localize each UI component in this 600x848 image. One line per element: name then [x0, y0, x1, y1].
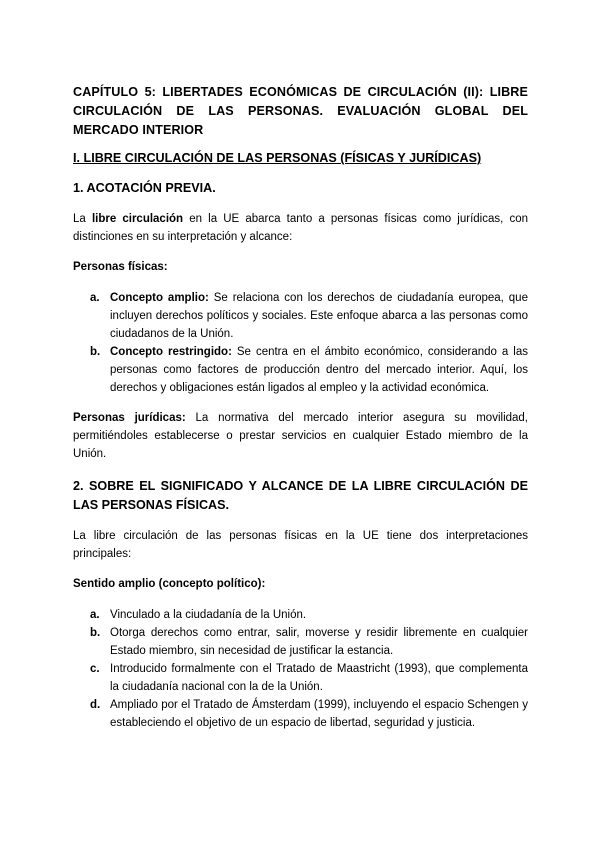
list-letter: d.	[90, 699, 101, 711]
list-item	[73, 606, 528, 624]
list-term: Concepto amplio:	[110, 292, 209, 304]
list-item	[73, 696, 528, 732]
document-page	[73, 83, 528, 744]
list-text: Se relaciona con los derechos de ciudadanía europea, que incluyen derechos políticos y sociales. Este enfoque abarca a las personas como ciudadanos de la Unión.	[110, 292, 528, 340]
juridicas-term: Personas jurídicas:	[73, 412, 186, 424]
chapter-title: CAPÍTULO 5: LIBERTADES ECONÓMICAS DE CIRCULACIÓN (II): LIBRE CIRCULACIÓN DE LAS PERSONAS. EVALUACIÓN GLOBAL DEL MERCADO INTERIOR	[73, 85, 528, 137]
subsection-2-heading: 2. SOBRE EL SIGNIFICADO Y ALCANCE DE LA LIBRE CIRCULACIÓN DE LAS PERSONAS FÍSICAS.	[73, 479, 528, 512]
list-term: Concepto restringido:	[110, 346, 232, 358]
list-item	[73, 660, 528, 696]
intro-pre: La	[73, 213, 92, 225]
list-letter: c.	[90, 663, 100, 675]
juridicas-text: La normativa del mercado interior asegura su movilidad, permitiéndoles establecerse o prestar servicios en cualquier Estado miembro de la Unión.	[73, 412, 529, 460]
list-letter: b.	[90, 627, 101, 639]
subsection-2-intro: La libre circulación de las personas físicas en la UE tiene dos interpretaciones principales:	[73, 530, 528, 560]
section-title: I. LIBRE CIRCULACIÓN DE LAS PERSONAS (FÍSICAS Y JURÍDICAS)	[73, 151, 482, 165]
sentido-amplio-label: Sentido amplio (concepto político):	[73, 578, 266, 590]
list-text: Se centra en el ámbito económico, considerando a las personas como factores de producción dentro del mercado interior. Aquí, los derechos y obligaciones están ligados al empleo y la actividad económica.	[110, 346, 528, 394]
personas-fisicas-label: Personas físicas:	[73, 261, 168, 273]
sentido-amplio-list	[73, 606, 528, 732]
list-item	[73, 289, 528, 343]
intro-post: en la UE abarca tanto a personas físicas como jurídicas, con distinciones en su interpretación y alcance:	[73, 213, 528, 243]
list-text: Otorga derechos como entrar, salir, moverse y residir libremente en cualquier Estado miembro, sin necesidad de justificar la estancia.	[110, 627, 528, 657]
list-item	[73, 343, 528, 397]
subsection-1-heading: 1. ACOTACIÓN PREVIA.	[73, 181, 216, 195]
list-letter: a.	[90, 292, 100, 304]
list-text: Ampliado por el Tratado de Ámsterdam (1999), incluyendo el espacio Schengen y estableciendo el objetivo de un espacio de libertad, seguridad y justicia.	[110, 699, 528, 729]
subsection-1-intro	[73, 210, 528, 246]
personas-juridicas-paragraph	[73, 409, 528, 463]
list-item	[73, 624, 528, 660]
list-text: Vinculado a la ciudadanía de la Unión.	[110, 609, 307, 621]
intro-bold: libre circulación	[91, 213, 184, 225]
list-letter: b.	[90, 346, 101, 358]
fisicas-list	[73, 289, 528, 397]
list-letter: a.	[90, 609, 100, 621]
list-text: Introducido formalmente con el Tratado de Maastricht (1993), que complementa la ciudadanía nacional con la de la Unión.	[110, 663, 528, 693]
